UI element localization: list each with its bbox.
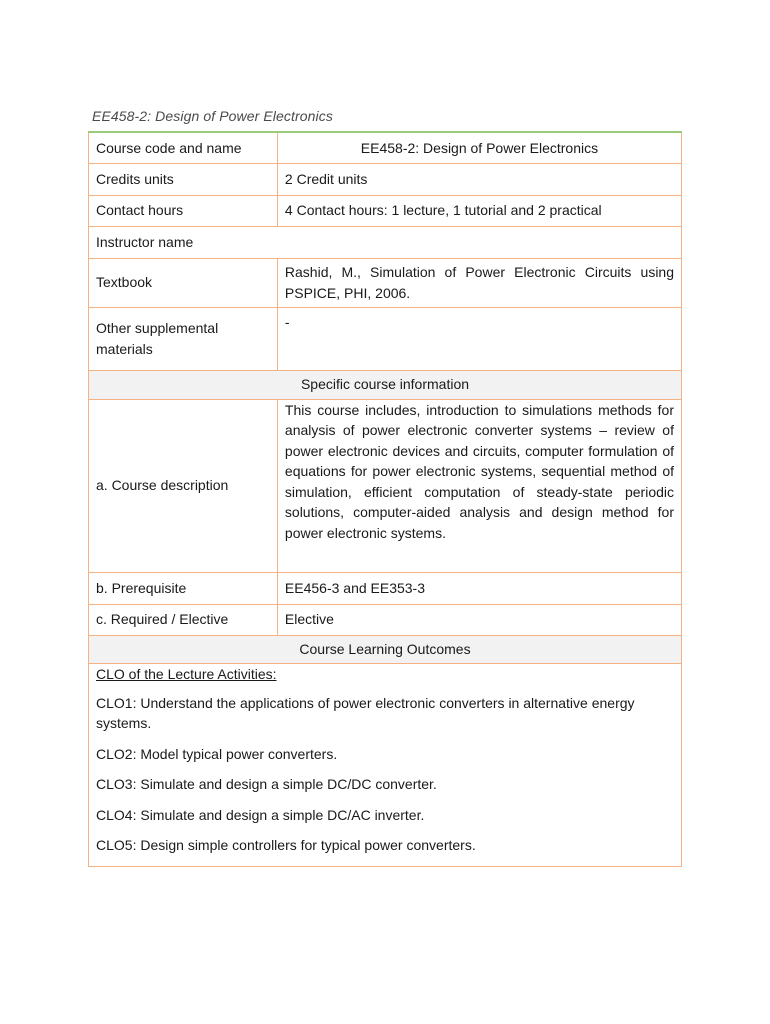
row-credits xyxy=(89,163,682,195)
label-contact-hours: Contact hours xyxy=(89,195,278,226)
value-textbook: Rashid, M., Simulation of Power Electronic Circuits using PSPICE, PHI, 2006. xyxy=(277,258,681,307)
value-course-description: This course includes, introduction to simulations methods for analysis of power electronic converter systems – review of power electronic devices and circuits, computer formulation of equations for power electronic systems, sequential method of simulation, efficient computation of steady-state periodic solutions, computer-aided analysis and design method for power electronic systems. xyxy=(277,399,681,572)
row-required-elective xyxy=(89,604,682,635)
clo-item: CLO2: Model typical power converters. xyxy=(96,745,338,762)
label-course-code: Course code and name xyxy=(89,132,278,163)
row-clo xyxy=(89,663,682,866)
value-supplemental: - xyxy=(277,307,681,370)
clo-heading: CLO of the Lecture Activities: xyxy=(96,665,277,682)
row-course-description xyxy=(89,399,682,572)
label-course-description: a. Course description xyxy=(89,399,278,572)
clo-item: CLO1: Understand the applications of power electronic converters in alternative energy systems. xyxy=(96,694,635,731)
row-contact-hours xyxy=(89,195,682,226)
clo-cell xyxy=(89,663,682,866)
value-contact-hours: 4 Contact hours: 1 lecture, 1 tutorial and 2 practical xyxy=(277,195,681,226)
clo-item: CLO5: Design simple controllers for typical power converters. xyxy=(96,837,476,853)
value-required-elective: Elective xyxy=(277,604,681,635)
document-heading: EE458-2: Design of Power Electronics xyxy=(92,108,333,124)
row-supplemental xyxy=(89,307,682,370)
row-prerequisite xyxy=(89,572,682,604)
clo-item: CLO3: Simulate and design a simple DC/DC converter. xyxy=(96,776,437,792)
label-credits: Credits units xyxy=(89,163,278,195)
label-instructor: Instructor name xyxy=(89,226,682,258)
row-textbook xyxy=(89,258,682,307)
row-specific-info-heading xyxy=(89,370,682,399)
course-info-table xyxy=(88,131,682,867)
row-instructor xyxy=(89,226,682,258)
row-outcomes-heading xyxy=(89,635,682,663)
value-course-code: EE458-2: Design of Power Electronics xyxy=(277,132,681,163)
section-heading-outcomes: Course Learning Outcomes xyxy=(89,635,682,663)
row-course-code xyxy=(89,132,682,163)
label-textbook: Textbook xyxy=(89,258,278,307)
value-credits: 2 Credit units xyxy=(277,163,681,195)
label-prerequisite: b. Prerequisite xyxy=(89,572,278,604)
label-required-elective: c. Required / Elective xyxy=(89,604,278,635)
section-heading-specific-info: Specific course information xyxy=(89,370,682,399)
value-prerequisite: EE456-3 and EE353-3 xyxy=(277,572,681,604)
clo-item: CLO4: Simulate and design a simple DC/AC inverter. xyxy=(96,806,425,823)
label-supplemental: Other supplemental materials xyxy=(89,307,278,370)
